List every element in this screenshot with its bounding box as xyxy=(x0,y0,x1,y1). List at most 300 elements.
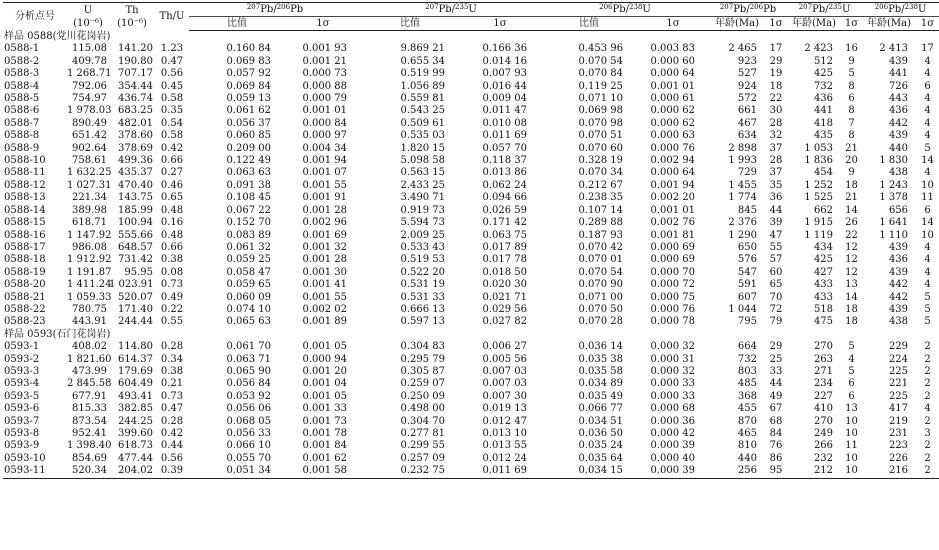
table-row xyxy=(3,254,939,266)
cell-pb206-u238-ratio: 0.071 00 xyxy=(578,291,624,303)
cell-pb206-u238-ratio: 0.035 64 xyxy=(578,452,624,464)
cell-age-pb207-u235-sigma: 21 xyxy=(845,192,858,204)
cell-age-pb206-u238: 656 xyxy=(888,204,909,216)
cell-age-pb207-u235: 270 xyxy=(813,341,834,353)
cell-spot: 0593-9 xyxy=(4,440,40,452)
cell-age-pb206-u238: 439 xyxy=(888,266,909,278)
cell-spot: 0593-7 xyxy=(4,415,40,427)
cell-age-pb206-u238-sigma: 10 xyxy=(921,179,934,191)
cell-pb207-pb206-ratio: 0.056 37 xyxy=(226,117,271,129)
cell-age-pb207-u235-sigma: 13 xyxy=(845,403,858,415)
cell-pb207-u235-sigma: 0.010 08 xyxy=(482,117,528,129)
cell-age-pb206-u238-sigma: 11 xyxy=(921,192,934,204)
cell-pb207-u235-sigma: 0.027 82 xyxy=(482,316,528,328)
cell-pb206-u238-sigma: 0.000 64 xyxy=(650,68,696,80)
cell-thu: 0.38 xyxy=(160,254,184,266)
cell-pb207-pb206-sigma: 0.001 01 xyxy=(302,105,348,117)
cell-age-pb207-pb206: 845 xyxy=(737,204,758,216)
cell-u: 890.49 xyxy=(72,117,107,129)
cell-pb206-u238-sigma: 0.002 76 xyxy=(650,217,696,229)
cell-pb207-u235-sigma: 0.017 78 xyxy=(482,254,528,266)
cell-pb207-pb206-sigma: 0.000 73 xyxy=(302,68,348,80)
cell-age-pb206-u238: 439 xyxy=(888,130,909,142)
cell-pb207-pb206-ratio: 0.060 09 xyxy=(226,291,271,303)
cell-pb206-u238-sigma: 0.000 39 xyxy=(650,440,696,452)
cell-pb207-pb206-sigma: 0.001 20 xyxy=(302,365,348,377)
cell-spot: 0593-11 xyxy=(3,465,67,478)
cell-u: 443.91 xyxy=(72,316,107,328)
cell-thu: 0.66 xyxy=(160,241,184,253)
cell-u: 1 912.92 xyxy=(67,254,112,266)
cell-pb207-pb206-sigma: 0.001 32 xyxy=(302,241,348,253)
cell-pb207-pb206-ratio: 0.209 00 xyxy=(226,142,271,154)
cell-age-pb207-u235-sigma: 6 xyxy=(848,390,855,402)
cell-pb207-u235-sigma: 0.018 50 xyxy=(482,266,528,278)
cell-pb207-u235-ratio: 0.519 99 xyxy=(400,68,446,80)
cell-thu: 0.16 xyxy=(160,217,184,229)
cell-age-pb207-pb206-sigma: 68 xyxy=(769,415,783,427)
cell-age-pb206-u238-sigma: 6 xyxy=(924,204,931,216)
cell-age-pb206-u238: 436 xyxy=(888,254,909,266)
cell-age-pb207-u235-sigma: 22 xyxy=(845,229,858,241)
cell-u: 389.98 xyxy=(72,204,107,216)
table-row xyxy=(3,465,939,478)
cell-pb207-u235-ratio: 0.299 55 xyxy=(400,440,446,452)
cell-age-pb207-pb206-sigma: 29 xyxy=(769,341,783,353)
cell-th: 382.85 xyxy=(118,403,153,415)
cell-age-pb207-pb206: 1 993 xyxy=(728,155,758,167)
cell-age-pb207-pb206-sigma: 65 xyxy=(769,279,783,291)
cell-spot: 0593-1 xyxy=(4,341,40,353)
cell-thu: 0.38 xyxy=(160,365,184,377)
cell-pb206-u238-ratio: 0.070 90 xyxy=(578,279,624,291)
cell-pb207-u235-ratio: 0.304 70 xyxy=(400,415,446,427)
cell-pb206-u238-ratio: 0.070 84 xyxy=(578,68,624,80)
cell-th: 499.36 xyxy=(118,155,153,167)
cell-pb207-u235-sigma: 0.029 56 xyxy=(482,303,528,315)
cell-age-pb207-u235-sigma: 21 xyxy=(845,142,858,154)
cell-pb206-u238-sigma: 0.001 01 xyxy=(650,204,696,216)
cell-thu: 0.47 xyxy=(160,55,184,67)
cell-age-pb207-u235-sigma: 5 xyxy=(848,68,855,80)
cell-pb207-pb206-ratio: 0.083 89 xyxy=(226,229,271,241)
cell-spot: 0588-1 xyxy=(4,43,40,55)
cell-age-pb206-u238: 226 xyxy=(888,452,909,464)
cell-age-pb207-u235: 270 xyxy=(813,415,834,427)
cell-thu: 0.46 xyxy=(160,179,184,191)
cell-age-pb207-pb206: 527 xyxy=(737,68,758,80)
cell-pb207-pb206-ratio: 0.059 13 xyxy=(226,93,271,105)
cell-pb206-u238-ratio: 0.036 50 xyxy=(578,428,624,439)
cell-age-pb207-pb206: 1 774 xyxy=(728,192,758,204)
cell-thu: 0.48 xyxy=(160,204,184,216)
cell-age-pb206-u238: 1 378 xyxy=(879,192,909,204)
cell-spot: 0588-16 xyxy=(4,229,46,241)
cell-spot: 0593-3 xyxy=(4,365,40,377)
cell-age-pb207-u235-sigma: 10 xyxy=(841,465,862,478)
cell-spot: 0588-10 xyxy=(4,155,46,167)
cell-pb207-pb206-sigma: 0.001 07 xyxy=(302,167,348,179)
cell-pb207-u235-sigma: 0.017 89 xyxy=(482,241,528,253)
cell-age-pb206-u238: 224 xyxy=(888,353,909,365)
cell-pb207-u235-ratio: 3.490 71 xyxy=(400,192,446,204)
th-unit: (10⁻⁶) xyxy=(117,17,147,29)
cell-age-pb206-u238-sigma: 4 xyxy=(924,254,931,266)
cell-age-pb207-u235-sigma: 8 xyxy=(848,105,855,117)
cell-age-pb207-pb206: 2 898 xyxy=(728,142,758,154)
cell-age-pb207-u235: 1 525 xyxy=(804,192,834,204)
cell-pb207-u235-ratio: 0.304 83 xyxy=(400,341,446,353)
cell-age-pb206-u238-sigma: 4 xyxy=(924,266,931,278)
table-row xyxy=(3,292,939,304)
cell-pb207-pb206-ratio: 0.060 85 xyxy=(226,130,271,142)
cell-pb207-pb206-sigma: 0.001 33 xyxy=(302,403,348,415)
cell-th: 614.37 xyxy=(118,353,153,365)
table-row xyxy=(3,167,939,179)
cell-age-pb206-u238: 442 xyxy=(888,279,909,291)
cell-age-pb207-u235: 425 xyxy=(813,68,834,80)
cell-u: 1 147.92 xyxy=(67,229,112,241)
cell-pb207-pb206-ratio: 0.061 32 xyxy=(226,241,271,253)
cell-pb206-u238-ratio: 0.070 01 xyxy=(578,254,624,266)
cell-pb207-pb206-sigma: 0.000 88 xyxy=(302,80,348,92)
cell-age-pb207-pb206-sigma: 18 xyxy=(769,80,783,92)
cell-pb206-u238-sigma: 0.000 32 xyxy=(650,341,696,353)
cell-pb207-u235-ratio: 1.056 89 xyxy=(400,80,446,92)
cell-pb206-u238-ratio: 0.238 35 xyxy=(578,192,624,204)
cell-pb206-u238-ratio: 0.035 58 xyxy=(578,365,624,377)
section-title: 样品 0588(党川花岗岩) xyxy=(4,31,111,42)
cell-thu: 0.66 xyxy=(160,155,184,167)
cell-age-pb207-u235: 1 252 xyxy=(804,179,834,191)
cell-pb207-pb206-sigma: 0.000 94 xyxy=(302,353,348,365)
cell-age-pb206-u238-sigma: 5 xyxy=(924,316,931,328)
cell-pb207-u235-ratio: 0.522 20 xyxy=(400,266,446,278)
cell-age-pb206-u238-sigma: 4 xyxy=(924,117,931,129)
cell-age-pb207-u235: 249 xyxy=(813,428,834,439)
table-row xyxy=(3,81,939,93)
cell-age-pb206-u238-sigma: 4 xyxy=(924,55,931,67)
table-row xyxy=(3,354,939,366)
cell-age-pb206-u238-sigma: 4 xyxy=(924,105,931,117)
cell-pb207-u235-sigma: 0.019 13 xyxy=(482,403,528,415)
cell-spot: 0593-5 xyxy=(4,390,40,402)
cell-thu: 0.73 xyxy=(160,279,184,291)
cell-age-pb207-pb206-sigma: 39 xyxy=(769,217,783,229)
cell-thu: 0.58 xyxy=(160,130,184,142)
cell-age-pb207-u235-sigma: 12 xyxy=(845,254,858,266)
cell-age-pb207-u235: 433 xyxy=(813,279,834,291)
subheader-age: 年龄(Ma) xyxy=(709,17,765,31)
cell-pb207-pb206-sigma: 0.001 05 xyxy=(302,341,348,353)
cell-pb207-u235-ratio: 5.098 58 xyxy=(400,155,446,167)
cell-age-pb207-pb206: 732 xyxy=(737,353,758,365)
cell-age-pb206-u238-sigma: 4 xyxy=(924,93,931,105)
cell-age-pb207-u235: 433 xyxy=(813,291,834,303)
cell-pb206-u238-sigma: 0.000 40 xyxy=(650,452,696,464)
cell-thu: 0.42 xyxy=(160,428,184,439)
cell-pb207-pb206-ratio: 0.122 49 xyxy=(226,155,271,167)
cell-th: 399.60 xyxy=(118,428,153,439)
cell-age-pb207-pb206: 591 xyxy=(737,279,758,291)
group-header-pb207-pb206: $^{207}$Pb/$^{206}$Pb xyxy=(189,3,361,17)
cell-age-pb207-u235-sigma: 6 xyxy=(848,378,855,390)
cell-pb207-pb206-sigma: 0.001 69 xyxy=(302,229,348,241)
cell-spot: 0588-2 xyxy=(4,55,40,67)
cell-pb206-u238-sigma: 0.000 76 xyxy=(650,142,696,154)
cell-age-pb206-u238: 417 xyxy=(888,403,909,415)
cell-pb207-pb206-ratio: 0.091 38 xyxy=(226,179,271,191)
cell-age-pb207-u235: 410 xyxy=(813,403,834,415)
cell-pb207-u235-ratio: 0.519 53 xyxy=(400,254,446,266)
cell-spot: 0588-21 xyxy=(4,291,46,303)
cell-age-pb207-u235-sigma: 13 xyxy=(845,279,858,291)
cell-thu: 0.34 xyxy=(160,353,184,365)
cell-pb206-u238-ratio: 0.035 24 xyxy=(578,440,624,452)
cell-thu: 0.65 xyxy=(160,192,184,204)
cell-age-pb207-u235-sigma: 5 xyxy=(848,341,855,353)
subheader-sigma: 1σ xyxy=(841,17,862,31)
cell-age-pb207-pb206: 870 xyxy=(737,415,758,427)
cell-th: 648.57 xyxy=(118,241,153,253)
cell-pb207-u235-sigma: 0.166 36 xyxy=(482,43,528,55)
cell-thu: 0.73 xyxy=(160,390,184,402)
cell-age-pb207-pb206: 368 xyxy=(737,390,758,402)
cell-pb206-u238-sigma: 0.000 72 xyxy=(650,279,696,291)
cell-pb207-u235-ratio: 0.509 61 xyxy=(400,117,446,129)
cell-pb206-u238-sigma: 0.002 20 xyxy=(650,192,696,204)
cell-th: 555.66 xyxy=(118,229,153,241)
cell-pb206-u238-sigma: 0.002 94 xyxy=(650,155,696,167)
cell-pb207-u235-sigma: 0.011 69 xyxy=(482,130,528,142)
cell-pb207-pb206-sigma: 0.001 91 xyxy=(302,192,348,204)
cell-age-pb207-u235-sigma: 11 xyxy=(845,440,858,452)
cell-pb206-u238-ratio: 0.034 15 xyxy=(541,465,637,478)
subheader-sigma: 1σ xyxy=(765,17,787,31)
table-row xyxy=(3,440,939,452)
cell-spot: 0588-22 xyxy=(4,303,46,315)
cell-age-pb207-pb206: 650 xyxy=(737,241,758,253)
cell-age-pb207-pb206: 2 376 xyxy=(728,217,758,229)
u-label: U xyxy=(83,4,93,16)
cell-age-pb207-pb206-sigma: 28 xyxy=(769,117,783,129)
cell-pb206-u238-ratio: 0.187 93 xyxy=(578,229,624,241)
cell-pb207-u235-sigma: 0.063 75 xyxy=(482,229,528,241)
subheader-ratio: 比值 xyxy=(541,17,637,31)
cell-pb207-pb206-ratio: 0.065 90 xyxy=(226,365,271,377)
cell-pb207-u235-sigma: 0.012 24 xyxy=(482,452,528,464)
cell-u: 221.34 xyxy=(72,192,107,204)
cell-thu: 0.28 xyxy=(160,341,184,353)
cell-age-pb206-u238: 225 xyxy=(888,390,909,402)
cell-pb207-u235-ratio: 0.257 09 xyxy=(400,452,446,464)
cell-age-pb207-u235: 232 xyxy=(813,452,834,464)
section-row xyxy=(3,31,939,44)
cell-age-pb207-u235: 454 xyxy=(813,167,834,179)
col-header-thu: Th/U xyxy=(155,3,189,31)
cell-spot: 0588-17 xyxy=(4,241,46,253)
table-row xyxy=(3,378,939,390)
cell-age-pb207-pb206-sigma: 86 xyxy=(769,452,783,464)
table-row xyxy=(3,217,939,229)
cell-pb207-u235-ratio: 0.559 81 xyxy=(400,93,446,105)
cell-th: 435.37 xyxy=(118,167,153,179)
cell-pb207-u235-sigma: 0.118 37 xyxy=(482,155,528,167)
cell-pb207-pb206-sigma: 0.001 05 xyxy=(302,390,348,402)
cell-pb207-u235-ratio: 0.655 34 xyxy=(400,55,446,67)
cell-th: 171.40 xyxy=(118,303,153,315)
cell-pb207-u235-sigma: 0.016 44 xyxy=(482,80,528,92)
cell-thu: 0.42 xyxy=(160,142,184,154)
cell-age-pb207-u235-sigma: 6 xyxy=(848,93,855,105)
cell-age-pb207-pb206: 810 xyxy=(737,440,758,452)
cell-u: 902.64 xyxy=(72,142,107,154)
cell-age-pb207-pb206: 634 xyxy=(737,130,758,142)
cell-pb207-pb206-sigma: 0.000 79 xyxy=(302,93,348,105)
cell-age-pb206-u238: 225 xyxy=(888,365,909,377)
cell-pb207-pb206-ratio: 0.056 06 xyxy=(226,403,271,415)
cell-age-pb207-pb206-sigma: 28 xyxy=(769,155,783,167)
cell-age-pb207-u235: 1 915 xyxy=(804,217,834,229)
cell-th: 477.44 xyxy=(118,452,153,464)
cell-th: 520.07 xyxy=(118,291,153,303)
cell-pb206-u238-sigma: 0.000 78 xyxy=(650,316,696,328)
cell-age-pb207-pb206: 661 xyxy=(737,105,758,117)
cell-age-pb207-pb206: 924 xyxy=(737,80,758,92)
cell-u: 1 821.60 xyxy=(67,353,112,365)
cell-age-pb206-u238: 221 xyxy=(888,378,909,390)
cell-th: 244.25 xyxy=(118,415,153,427)
cell-age-pb207-u235: 271 xyxy=(813,365,834,377)
cell-u: 754.97 xyxy=(72,93,107,105)
cell-age-pb206-u238-sigma: 2 xyxy=(924,341,931,353)
cell-age-pb207-u235-sigma: 12 xyxy=(845,241,858,253)
cell-spot: 0593-2 xyxy=(4,353,40,365)
cell-pb207-pb206-sigma: 0.001 04 xyxy=(302,378,348,390)
cell-u: 409.78 xyxy=(72,55,107,67)
cell-u: 520.34 xyxy=(67,465,109,478)
table-row xyxy=(3,366,939,378)
cell-age-pb206-u238-sigma: 5 xyxy=(924,291,931,303)
cell-pb207-u235-ratio: 0.535 03 xyxy=(400,130,446,142)
cell-u: 677.91 xyxy=(72,390,107,402)
cell-age-pb206-u238: 229 xyxy=(888,341,909,353)
cell-age-pb206-u238: 439 xyxy=(888,55,909,67)
cell-age-pb207-u235-sigma: 26 xyxy=(845,217,858,229)
cell-pb207-u235-ratio: 0.498 00 xyxy=(400,403,446,415)
cell-th: 141.20 xyxy=(118,43,153,55)
cell-pb207-pb206-ratio: 0.061 62 xyxy=(226,105,271,117)
cell-spot: 0588-12 xyxy=(4,179,46,191)
cell-pb206-u238-sigma: 0.000 33 xyxy=(650,378,696,390)
cell-pb207-pb206-sigma: 0.001 62 xyxy=(302,452,348,464)
cell-pb207-u235-ratio: 0.250 09 xyxy=(400,390,446,402)
cell-u: 651.42 xyxy=(72,130,107,142)
cell-age-pb207-pb206-sigma: 29 xyxy=(769,55,783,67)
cell-age-pb207-u235: 418 xyxy=(813,117,834,129)
cell-thu: 0.58 xyxy=(160,93,184,105)
cell-th: 354.44 xyxy=(118,80,153,92)
cell-age-pb207-pb206-sigma: 17 xyxy=(769,43,783,55)
cell-u: 1 978.03 xyxy=(67,105,112,117)
cell-age-pb207-pb206: 607 xyxy=(737,291,758,303)
cell-pb207-pb206-sigma: 0.002 02 xyxy=(302,303,348,315)
cell-pb207-pb206-ratio: 0.057 92 xyxy=(226,68,271,80)
cell-u: 2 845.58 xyxy=(67,378,112,390)
cell-u: 408.02 xyxy=(72,341,107,353)
cell-th: 493.41 xyxy=(118,390,153,402)
cell-age-pb207-pb206-sigma: 19 xyxy=(769,68,783,80)
cell-age-pb206-u238: 438 xyxy=(888,167,909,179)
cell-spot: 0588-9 xyxy=(4,142,40,154)
cell-age-pb207-u235: 234 xyxy=(813,378,834,390)
cell-pb207-pb206-sigma: 0.000 97 xyxy=(302,130,348,142)
group-header-age-pb207-u235: $^{207}$Pb/$^{235}$U xyxy=(787,3,862,17)
cell-age-pb207-pb206: 803 xyxy=(737,365,758,377)
cell-th: 95.95 xyxy=(124,266,153,278)
cell-pb207-u235-ratio: 0.666 13 xyxy=(400,303,446,315)
cell-age-pb206-u238: 1 830 xyxy=(879,155,909,167)
cell-age-pb206-u238: 443 xyxy=(888,93,909,105)
cell-age-pb206-u238: 442 xyxy=(888,117,909,129)
cell-th: 114.80 xyxy=(118,341,153,353)
cell-age-pb206-u238: 439 xyxy=(888,241,909,253)
cell-thu: 0.45 xyxy=(160,80,184,92)
cell-age-pb207-u235: 434 xyxy=(813,241,834,253)
cell-pb207-u235-ratio: 9.869 21 xyxy=(400,43,446,55)
cell-age-pb206-u238-sigma: 6 xyxy=(924,80,931,92)
cell-age-pb206-u238-sigma: 2 xyxy=(924,415,931,427)
cell-pb207-pb206-sigma: 0.001 73 xyxy=(302,415,348,427)
cell-u: 758.61 xyxy=(72,155,107,167)
subheader-sigma: 1σ xyxy=(459,17,541,31)
table-row xyxy=(3,230,939,242)
cell-age-pb207-u235: 732 xyxy=(813,80,834,92)
cell-age-pb207-pb206: 440 xyxy=(737,452,758,464)
cell-th: 378.69 xyxy=(118,142,153,154)
cell-pb206-u238-sigma: 0.000 75 xyxy=(650,291,696,303)
cell-pb207-u235-ratio: 0.563 15 xyxy=(400,167,446,179)
cell-age-pb207-u235-sigma: 14 xyxy=(845,291,858,303)
cell-age-pb207-pb206-sigma: 30 xyxy=(769,105,783,117)
cell-th: 436.74 xyxy=(118,93,153,105)
cell-pb207-u235-sigma: 0.007 93 xyxy=(482,68,528,80)
cell-pb207-pb206-sigma: 0.001 89 xyxy=(302,316,348,328)
cell-spot: 0588-8 xyxy=(4,130,40,142)
cell-age-pb206-u238-sigma: 5 xyxy=(924,303,931,315)
cell-pb206-u238-ratio: 0.070 54 xyxy=(578,266,624,278)
cell-spot: 0588-18 xyxy=(4,254,46,266)
cell-pb206-u238-ratio: 0.070 54 xyxy=(578,55,624,67)
cell-age-pb206-u238: 219 xyxy=(888,415,909,427)
group-header-pb206-u238: $^{206}$Pb/$^{238}$U xyxy=(541,3,709,17)
table-body xyxy=(3,31,939,479)
cell-pb207-u235-ratio: 2.009 25 xyxy=(400,229,446,241)
cell-pb207-pb206-ratio: 0.067 22 xyxy=(226,204,271,216)
cell-thu: 0.22 xyxy=(160,303,184,315)
cell-age-pb207-pb206: 467 xyxy=(737,117,758,129)
cell-th: 1 023.91 xyxy=(109,279,154,291)
cell-pb207-pb206-sigma: 0.001 55 xyxy=(302,179,348,191)
cell-pb207-u235-sigma: 0.020 30 xyxy=(482,279,528,291)
cell-age-pb207-u235: 662 xyxy=(813,204,834,216)
cell-thu: 1.23 xyxy=(160,43,184,55)
cell-pb206-u238-sigma: 0.000 42 xyxy=(650,428,696,439)
cell-age-pb207-pb206: 576 xyxy=(737,254,758,266)
cell-pb207-pb206-sigma: 0.001 28 xyxy=(302,254,348,266)
cell-th: 143.75 xyxy=(118,192,153,204)
cell-thu: 0.56 xyxy=(160,452,184,464)
